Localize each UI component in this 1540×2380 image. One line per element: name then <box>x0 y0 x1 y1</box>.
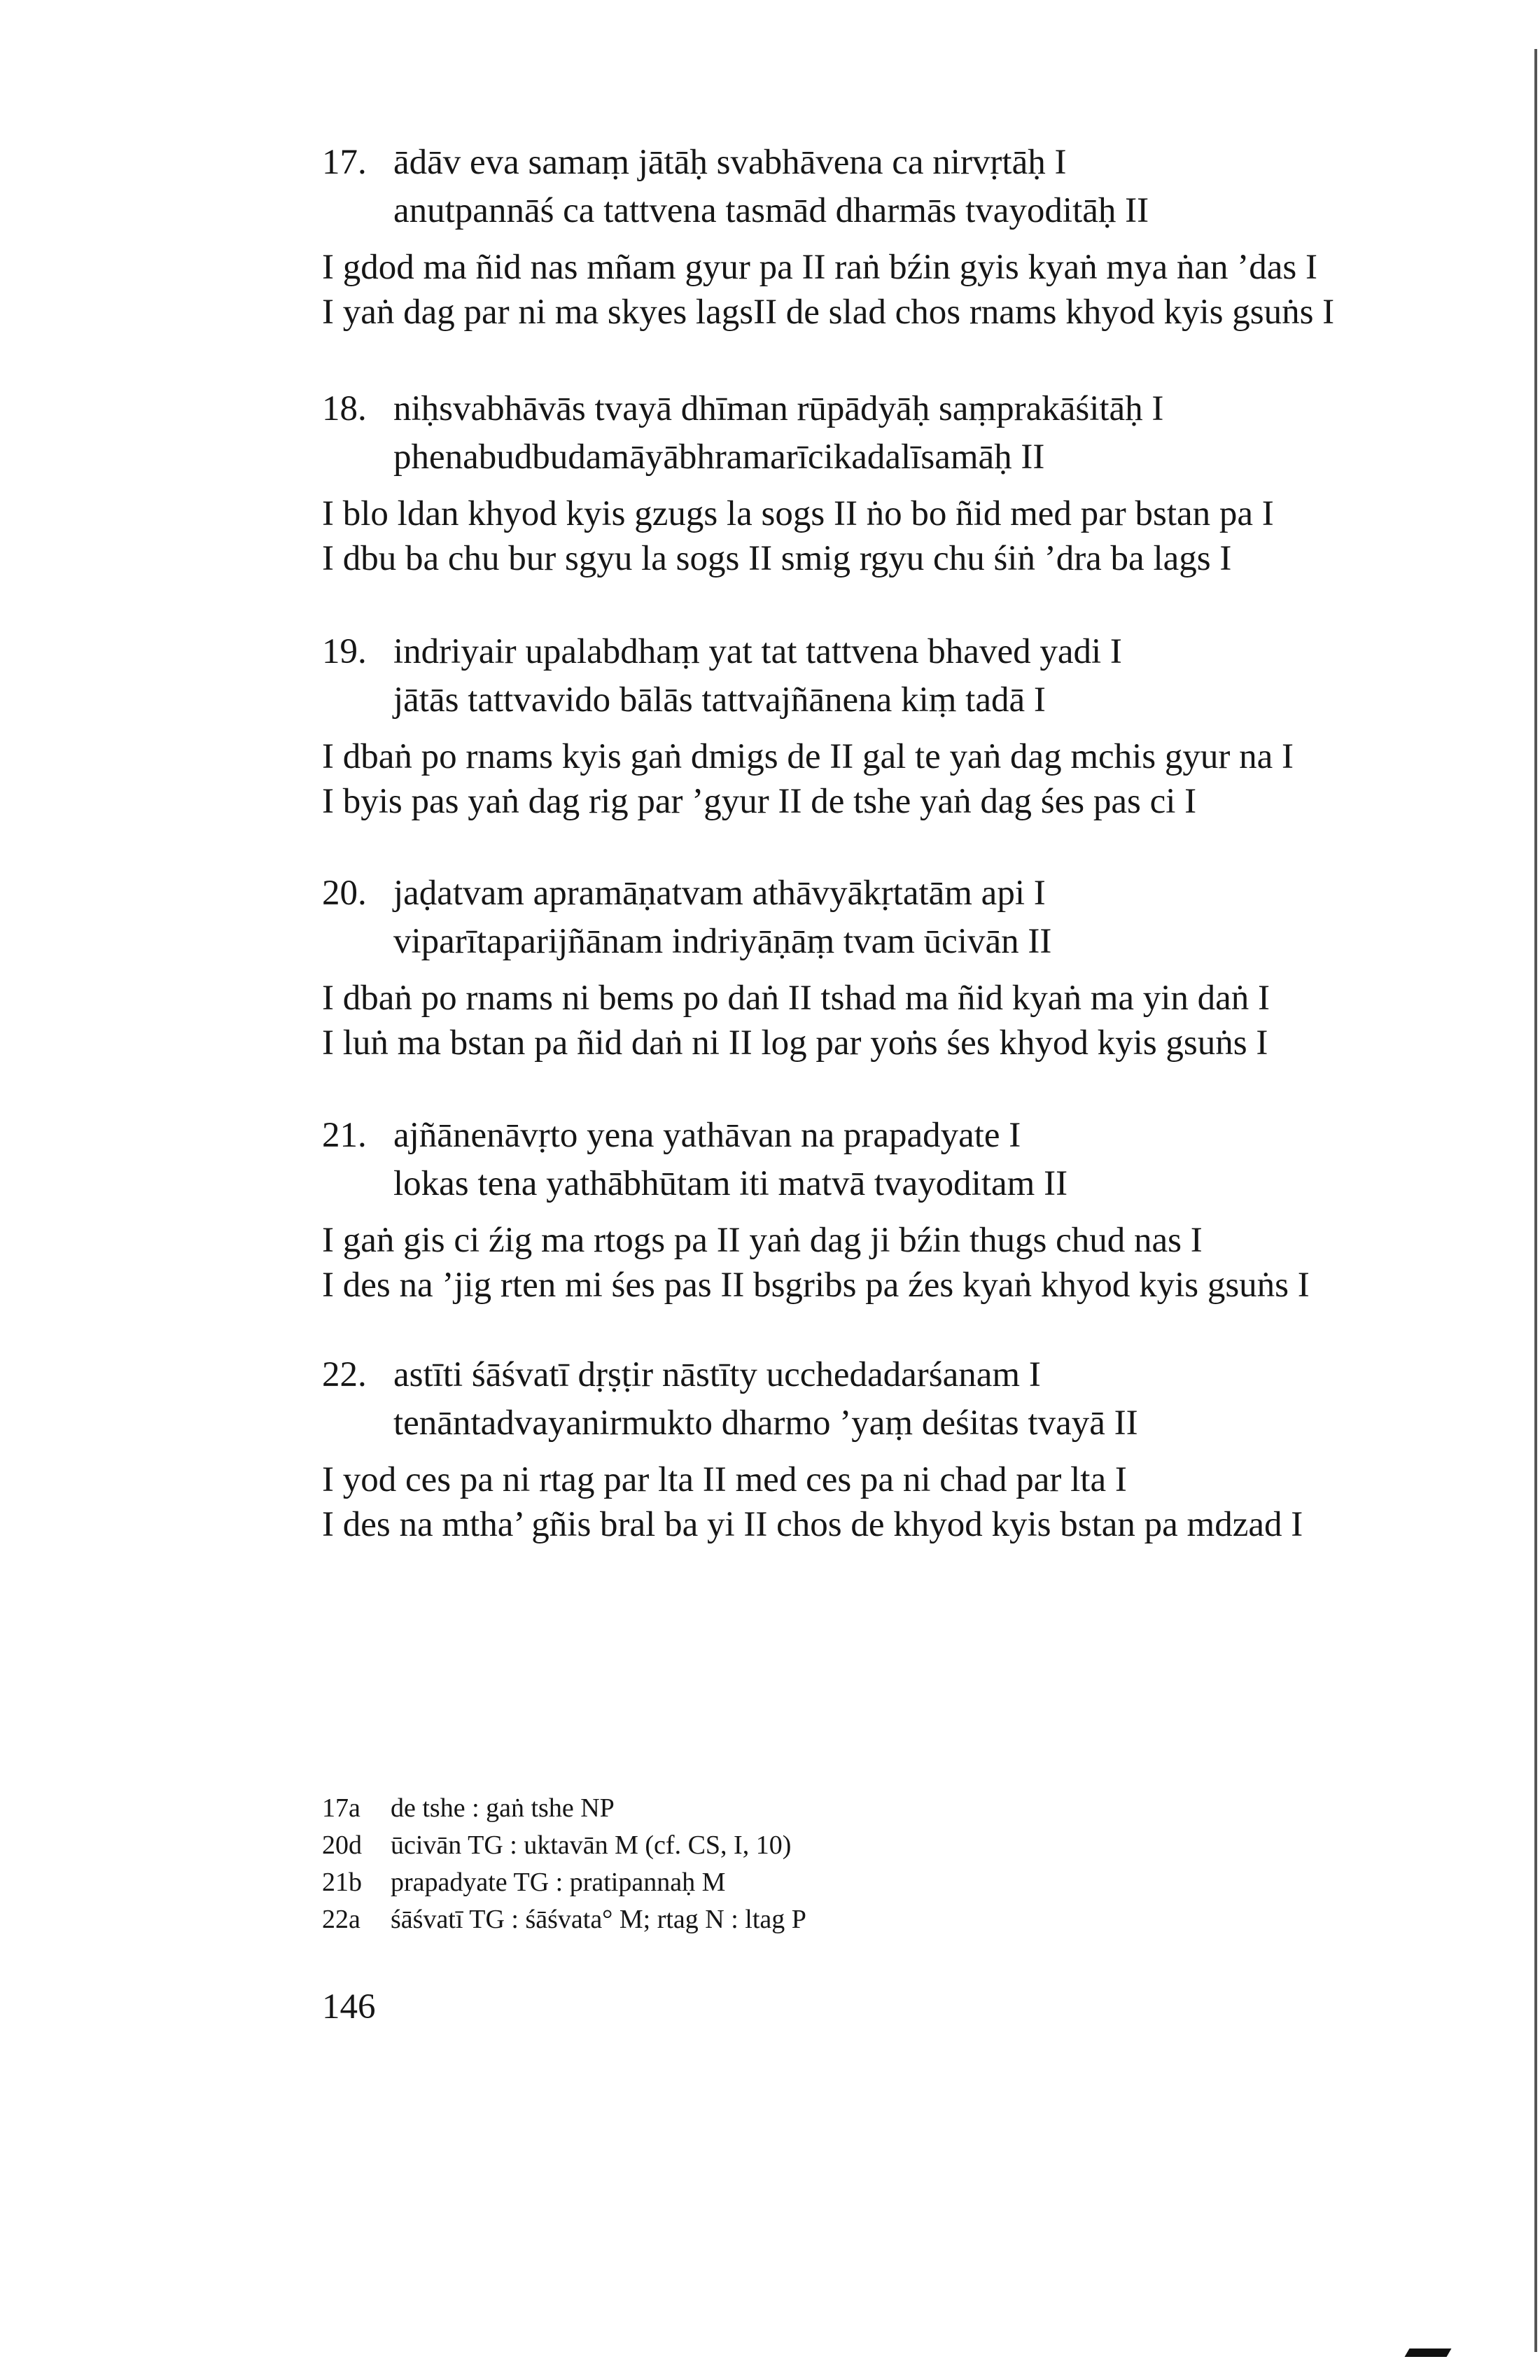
verse-21 <box>322 1112 1456 1308</box>
footnote <box>322 1790 1302 1827</box>
tibetan-line: I dbaṅ po rnams ni bems po daṅ II tshad ma ñid kyaṅ ma yin daṅ I <box>322 979 1270 1018</box>
footnote-text: ūcivān TG : uktavān M (cf. CS, I, 10) <box>391 1830 792 1860</box>
verse-number: 22. <box>322 1355 367 1394</box>
footnotes <box>322 1790 1302 1938</box>
tibetan-line: I gdod ma ñid nas mñam gyur pa II raṅ bźin gyis kyaṅ mya ṅan ’das I <box>322 248 1317 287</box>
sanskrit-line-b: jātās tattvavido bālās tattvajñānena kiṃ tadā I <box>393 680 1046 720</box>
verse-number: 17. <box>322 143 367 182</box>
footnote <box>322 1827 1302 1864</box>
tibetan-line: I byis pas yaṅ dag rig par ’gyur II de tshe yaṅ dag śes pas ci I <box>322 782 1197 821</box>
sanskrit-line-a <box>322 139 1456 187</box>
footnote-text: de tshe : gaṅ tshe NP <box>391 1793 615 1823</box>
page-edge-rule <box>1534 49 1537 2352</box>
footnote-key: 21b <box>322 1868 362 1897</box>
tibetan-line: I luṅ ma bstan pa ñid daṅ ni II log par yoṅs śes khyod kyis gsuṅs I <box>322 1023 1268 1063</box>
footnote <box>322 1864 1302 1901</box>
sanskrit-line-a <box>322 628 1456 676</box>
page-number: 146 <box>322 1987 376 2026</box>
tibetan-line: I dbu ba chu bur sgyu la sogs II smig rgyu chu śiṅ ’dra ba lags I <box>322 539 1232 578</box>
verse-number: 19. <box>322 632 367 671</box>
sanskrit-line-b: anutpannāś ca tattvena tasmād dharmās tvayoditāḥ II <box>393 191 1149 230</box>
tibetan-line: I blo ldan khyod kyis gzugs la sogs II ṅo bo ñid med par bstan pa I <box>322 494 1274 533</box>
tibetan-line: I yod ces pa ni rtag par lta II med ces pa ni chad par lta I <box>322 1460 1127 1499</box>
verse-20 <box>322 869 1456 1065</box>
tibetan-translation <box>322 491 1456 581</box>
footnote-text: śāśvatī TG : śāśvata° M; rtag N : ltag P <box>391 1905 806 1934</box>
verse-number: 20. <box>322 874 367 913</box>
sanskrit-text: indriyair upalabdhaṃ yat tat tattvena bhaved yadi I <box>393 632 1122 671</box>
sanskrit-line-b: phenabudbudamāyābhramarīcikadalīsamāḥ II <box>393 438 1045 477</box>
verse-17 <box>322 139 1456 335</box>
tibetan-line: I des na mtha’ gñis bral ba yi II chos de khyod kyis bstan pa mdzad I <box>322 1505 1303 1544</box>
sanskrit-line-b: tenāntadvayanirmukto dharmo ’yaṃ deśitas tvayā II <box>393 1404 1138 1443</box>
corner-mark <box>1405 2348 1452 2357</box>
footnote-key: 22a <box>322 1905 360 1934</box>
sanskrit-text: niḥsvabhāvās tvayā dhīman rūpādyāḥ saṃprakāśitāḥ I <box>393 389 1164 428</box>
sanskrit-line-b: viparītaparijñānam indriyāṇāṃ tvam ūcivān II <box>393 922 1052 961</box>
verse-19 <box>322 628 1456 824</box>
tibetan-line: I des na ’jig rten mi śes pas II bsgribs pa źes kyaṅ khyod kyis gsuṅs I <box>322 1266 1310 1305</box>
sanskrit-text: ādāv eva samaṃ jātāḥ svabhāvena ca nirvṛtāḥ I <box>393 143 1067 182</box>
sanskrit-text: astīti śāśvatī dṛṣṭir nāstīty ucchedadarśanam I <box>393 1355 1041 1394</box>
footnote-text: prapadyate TG : pratipannaḥ M <box>391 1868 726 1897</box>
footnote-key: 20d <box>322 1830 362 1860</box>
verse-number: 21. <box>322 1116 367 1155</box>
tibetan-translation <box>322 976 1456 1065</box>
sanskrit-line-a <box>322 869 1456 918</box>
verse-18 <box>322 385 1456 581</box>
sanskrit-text: jaḍatvam apramāṇatvam athāvyākṛtatām api I <box>393 874 1046 913</box>
tibetan-line: I gaṅ gis ci źig ma rtogs pa II yaṅ dag ji bźin thugs chud nas I <box>322 1221 1203 1260</box>
tibetan-translation <box>322 734 1456 824</box>
sanskrit-text: ajñānenāvṛto yena yathāvan na prapadyate I <box>393 1116 1021 1155</box>
footnote <box>322 1901 1302 1938</box>
tibetan-line: I dbaṅ po rnams kyis gaṅ dmigs de II gal te yaṅ dag mchis gyur na I <box>322 737 1294 776</box>
tibetan-translation <box>322 1218 1456 1308</box>
verse-number: 18. <box>322 389 367 428</box>
sanskrit-line-b: lokas tena yathābhūtam iti matvā tvayoditam II <box>393 1164 1068 1203</box>
sanskrit-line-a <box>322 1112 1456 1160</box>
tibetan-line: I yaṅ dag par ni ma skyes lagsII de slad chos rnams khyod kyis gsuṅs I <box>322 293 1335 332</box>
sanskrit-line-a <box>322 1351 1456 1399</box>
tibetan-translation <box>322 1457 1456 1547</box>
tibetan-translation <box>322 245 1456 335</box>
footnote-key: 17a <box>322 1793 360 1823</box>
verse-22 <box>322 1351 1456 1547</box>
sanskrit-line-a <box>322 385 1456 433</box>
